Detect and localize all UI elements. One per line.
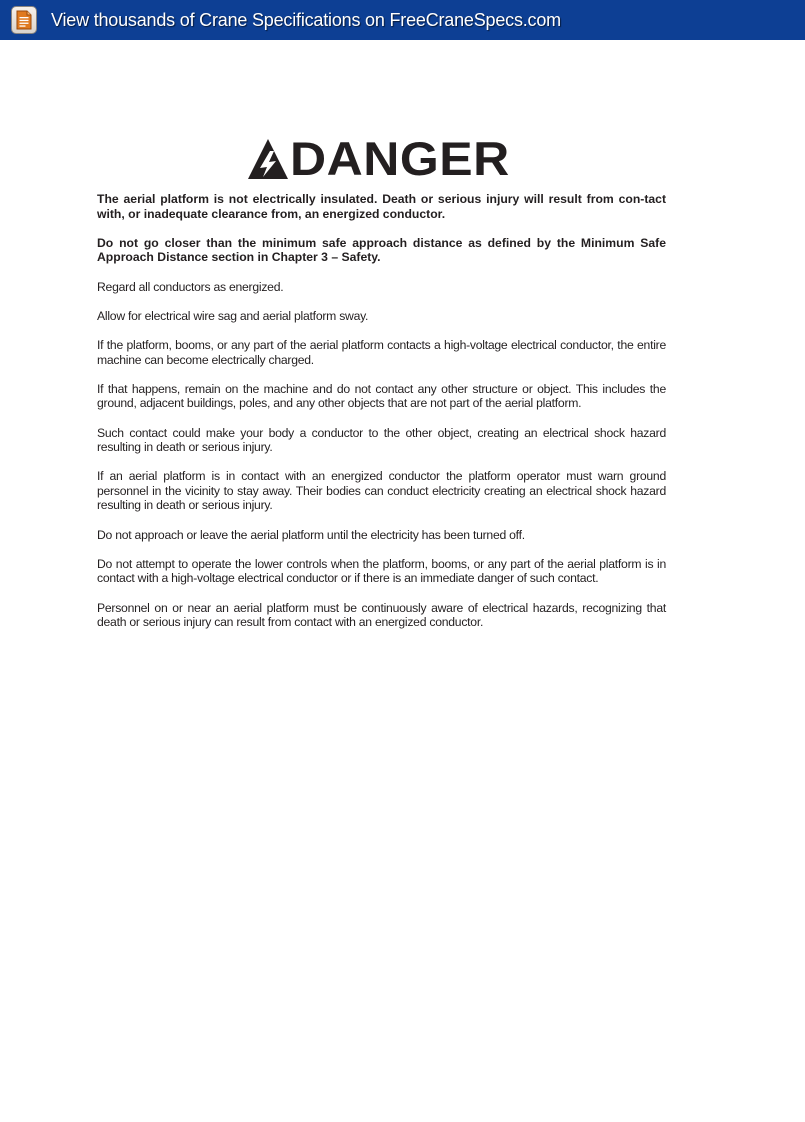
paragraph-continuous-awareness: Personnel on or near an aerial platform must be continuously aware of electrical hazards, recognizing that death or serious injury can result from contact with an energized conductor. xyxy=(97,600,666,630)
paragraph-not-insulated: The aerial platform is not electrically insulated. Death or serious injury will result from con-tact with, or inadequate clearance from, an energized conductor. xyxy=(97,192,666,221)
document-icon xyxy=(11,6,37,34)
danger-safety-header xyxy=(247,132,510,186)
freecranespecs-banner-link[interactable] xyxy=(0,0,805,40)
danger-signal-word: DANGER xyxy=(290,132,510,186)
banner-text[interactable]: View thousands of Crane Specifications on FreeCraneSpecs.com xyxy=(51,9,561,30)
paragraph-regard-energized: Regard all conductors as energized. xyxy=(97,279,284,294)
paragraph-machine-charged: If the platform, booms, or any part of the aerial platform contacts a high-voltage electrical conductor, the entire machine can become electrically charged. xyxy=(97,337,666,367)
paragraph-body-conductor: Such contact could make your body a conductor to the other object, creating an electrical shock hazard resulting in death or serious injury. xyxy=(97,425,666,455)
safety-message-body xyxy=(97,192,666,644)
electrical-hazard-triangle-icon xyxy=(247,138,289,180)
paragraph-wire-sag: Allow for electrical wire sag and aerial platform sway. xyxy=(97,308,369,323)
paragraph-minimum-safe-distance: Do not go closer than the minimum safe approach distance as defined by the Minimum Safe Approach Distance section in Chapter 3 – Safety. xyxy=(97,235,666,265)
paragraph-remain-on-machine: If that happens, remain on the machine and do not contact any other structure or object. This includes the ground, adjacent buildings, poles, and any other objects that are not part of the aerial platform. xyxy=(97,381,666,411)
paragraph-lower-controls: Do not attempt to operate the lower controls when the platform, booms, or any part of the aerial platform is in contact with a high-voltage electrical conductor or if there is an immediate danger of such contact. xyxy=(97,556,666,586)
paragraph-warn-ground-personnel: If an aerial platform is in contact with an energized conductor the platform operator must warn ground personnel in the vicinity to stay away. Their bodies can conduct electricity creating an electrical shock hazard resulting in death or serious injury. xyxy=(97,469,666,513)
paragraph-do-not-approach: Do not approach or leave the aerial platform until the electricity has been turned off. xyxy=(97,527,525,542)
